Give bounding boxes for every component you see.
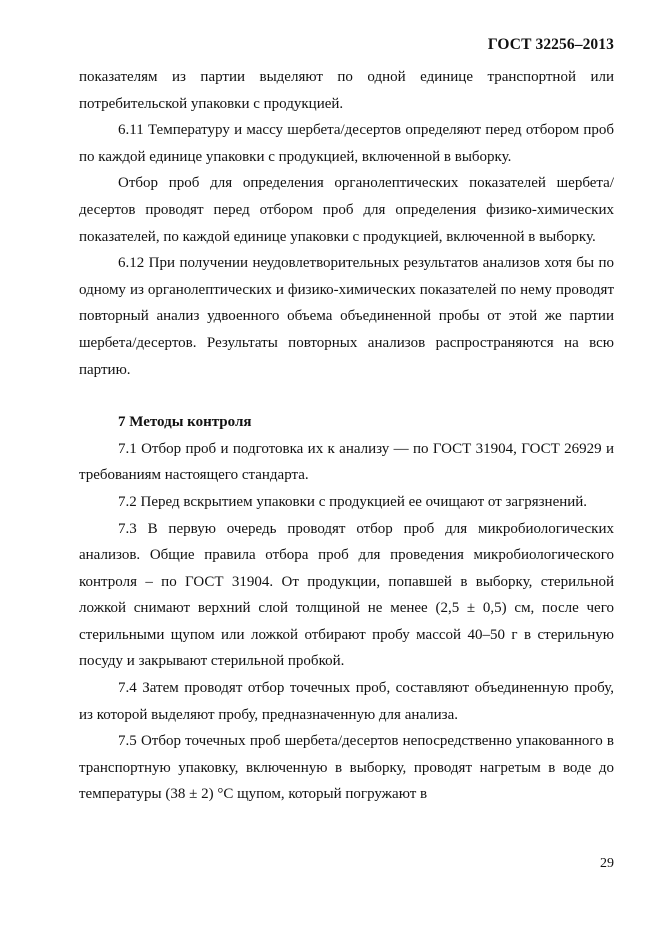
section-heading: 7 Методы контроля — [118, 414, 252, 431]
paragraph: 7.3 В первую очередь проводят отбор проб для микробиологических анализов. Общие правила отбора проб для проведения микробиологического контроля – по ГОСТ 31904. От продукции, попавшей в выборку, стерильной ложкой снимают верхний слой толщиной не менее (2,5 ± 0,5) см, после чего стерильными щупом или ложкой отбирают пробу массой 40–50 г в стерильную посуду и закрывают стерильной пробкой. — [79, 520, 614, 670]
document-body — [79, 64, 614, 808]
paragraph: 7.2 Перед вскрытием упаковки с продукцией ее очищают от загрязнений. — [118, 493, 588, 510]
page-number: 29 — [600, 856, 614, 871]
paragraph: 7.1 Отбор проб и подготовка их к анализу — по ГОСТ 31904, ГОСТ 26929 и требованиям настоящего стандарта. — [79, 440, 614, 484]
standard-id: ГОСТ 32256–2013 — [487, 36, 614, 53]
paragraph: показателям из партии выделяют по одной единице транспортной или потребительской упаковки с продукцией. — [79, 69, 614, 112]
spacer — [79, 383, 614, 409]
paragraph: 7.4 Затем проводят отбор точечных проб, составляют объединенную пробу, из которой выделяют пробу, предназначенную для анализа. — [79, 680, 614, 723]
paragraph: 6.12 При получении неудовлетворительных результатов анализов хотя бы по одному из органолептических и физико-химических показателей по нему проводят повторный анализ удвоенного объема объединенной пробы от этой же партии шербета/десертов. Результаты повторных анализов распространяются на всю партию. — [79, 255, 614, 378]
paragraph: Отбор проб для определения органолептических показателей шербета/десертов проводят перед отбором проб для определения физико-химических показателей, по каждой единице упаковки с продукцией, включенной в выборку. — [79, 175, 614, 245]
paragraph: 7.5 Отбор точечных проб шербета/десертов непосредственно упакованного в транспортную упаковку, включенную в выборку, проводят нагретым в воде до температуры (38 ± 2) °С щупом, который погружают в — [79, 733, 614, 803]
paragraph: 6.11 Температуру и массу шербета/десертов определяют перед отбором проб по каждой единице упаковки с продукцией, включенной в выборку. — [79, 122, 614, 165]
